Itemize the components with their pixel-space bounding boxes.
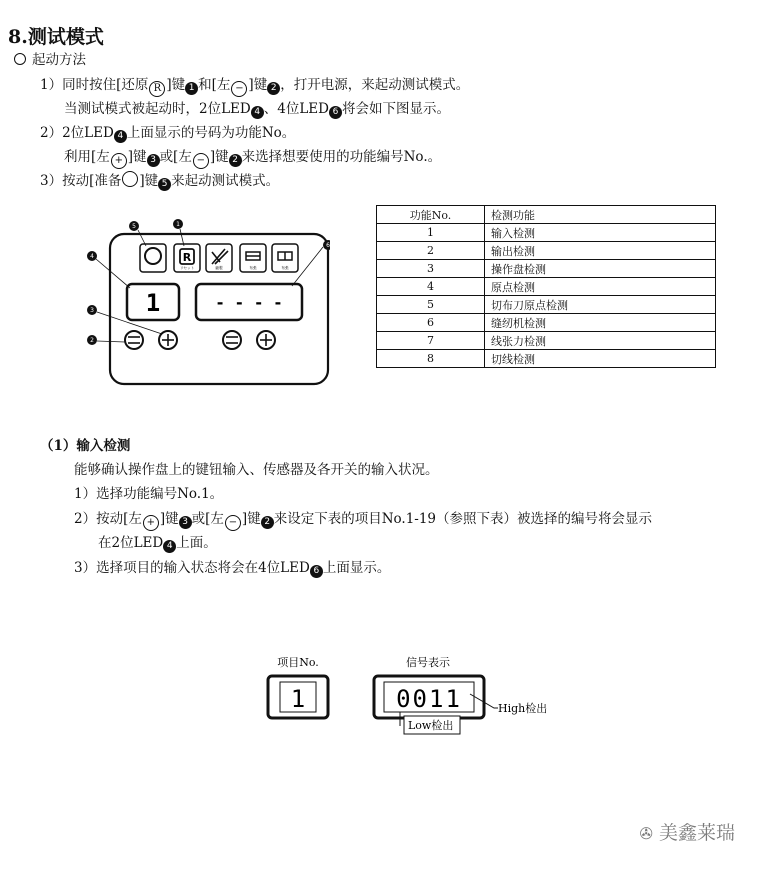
marker-6-icon: 6 [310, 565, 323, 578]
svg-text:6: 6 [326, 242, 330, 249]
led-4-digit-value: - - - - [215, 293, 283, 312]
marker-5-icon: 5 [158, 178, 171, 191]
minus-key-icon: − [231, 81, 247, 97]
input-check-step-2-line-2: 在2位LED 4 上面。 [98, 535, 217, 551]
table-row: 7 线张力检测 [377, 332, 716, 350]
input-check-desc: 能够确认操作盘上的键钮输入、传感器及各开关的输入状况。 [74, 462, 439, 478]
marker-2-icon: 2 [229, 154, 242, 167]
marker-4-icon: 4 [114, 130, 127, 143]
right-minus-key [223, 331, 241, 349]
step-3-line: 3）按动[准备 ]键 5 来起动测试模式。 [40, 173, 280, 189]
left-minus-key [125, 331, 143, 349]
table-row: 4 原点检测 [377, 278, 716, 296]
input-check-step-2-line-1: 2）按动[左 + ]键 3 或[左 − ]键 2 来设定下表的项目No.1-19（参照下表）被选择的编号将会显示 [74, 509, 652, 531]
signal-display-label: 信号表示 [406, 656, 450, 669]
start-method-label: 起动方法 [32, 52, 86, 68]
step-1-line-2: 当测试模式被起动时，2位LED 4 、4位LED 6 将会如下图显示。 [64, 101, 450, 117]
item-no-value: 1 [290, 685, 306, 713]
table-row: 3 操作盘检测 [377, 260, 716, 278]
svg-text:3: 3 [90, 307, 94, 314]
reset-key-sublabel: リセット [179, 266, 195, 270]
input-check-step-1: 1）选择功能编号No.1。 [74, 486, 224, 502]
clamp-key-1-sublabel: 布張 [249, 266, 257, 270]
minus-key-icon: − [225, 515, 241, 531]
marker-2-icon: 2 [267, 82, 280, 95]
function-table [376, 205, 716, 368]
reset-key-letter: R [182, 251, 192, 264]
marker-2-icon: 2 [261, 516, 274, 529]
plus-key-icon: + [143, 515, 159, 531]
marker-1-icon: 1 [185, 82, 198, 95]
marker-6-icon: 6 [329, 106, 342, 119]
high-detect-label: High检出 [498, 702, 548, 715]
marker-3-icon: 3 [147, 154, 160, 167]
minus-key-icon: − [193, 153, 209, 169]
right-plus-key [257, 331, 275, 349]
input-check-step-3: 3）选择项目的输入状态将会在4位LED 6 上面显示。 [74, 560, 391, 576]
signal-value: 0011 [396, 685, 462, 713]
start-method-heading [14, 50, 86, 70]
svg-text:1: 1 [176, 221, 180, 228]
table-row: 1 输入检测 [377, 224, 716, 242]
marker-3-icon: 3 [179, 516, 192, 529]
input-check-heading: （1）输入检测 [40, 438, 131, 454]
display-example-diagram [262, 650, 562, 740]
low-detect-label: Low检出 [408, 719, 454, 732]
table-header-no: 功能No. [377, 206, 485, 224]
clamp-key-2-sublabel: 布張 [281, 266, 289, 270]
svg-text:4: 4 [90, 253, 94, 260]
reset-key-icon: R [149, 81, 165, 97]
step-1-line-1: 1）同时按住[还原 R ]键 1 和[左 − ]键 2 ，打开电源，来起动测试模式。 [40, 75, 469, 97]
svg-text:2: 2 [90, 337, 94, 344]
step-2-line-2: 利用[左 + ]键 3 或[左 − ]键 2 来选择想要使用的功能编号No.。 [64, 147, 441, 169]
operation-panel-diagram [82, 212, 330, 387]
table-row: 8 切线检测 [377, 350, 716, 368]
marker-4-icon: 4 [251, 106, 264, 119]
svg-text:5: 5 [132, 223, 136, 230]
page-title: 8.测试模式 [8, 26, 104, 48]
led-2-digit-value: 1 [145, 289, 161, 317]
table-header-function: 检测功能 [485, 206, 716, 224]
needle-key-sublabel: 縫製 [215, 266, 223, 270]
table-row: 2 输出检测 [377, 242, 716, 260]
wechat-icon: ✇ [639, 824, 653, 843]
watermark [640, 818, 735, 845]
marker-4-icon: 4 [163, 540, 176, 553]
table-row: 6 缝纫机检测 [377, 314, 716, 332]
table-row: 5 切布刀原点检测 [377, 296, 716, 314]
circle-bullet-icon [14, 53, 26, 65]
watermark-text: 美鑫莱瑞 [658, 822, 735, 844]
step-2-line-1: 2）2位LED 4 上面显示的号码为功能No。 [40, 125, 296, 141]
item-no-label: 项目No. [277, 656, 319, 669]
plus-key-icon: + [111, 153, 127, 169]
ready-key-icon [122, 171, 138, 187]
